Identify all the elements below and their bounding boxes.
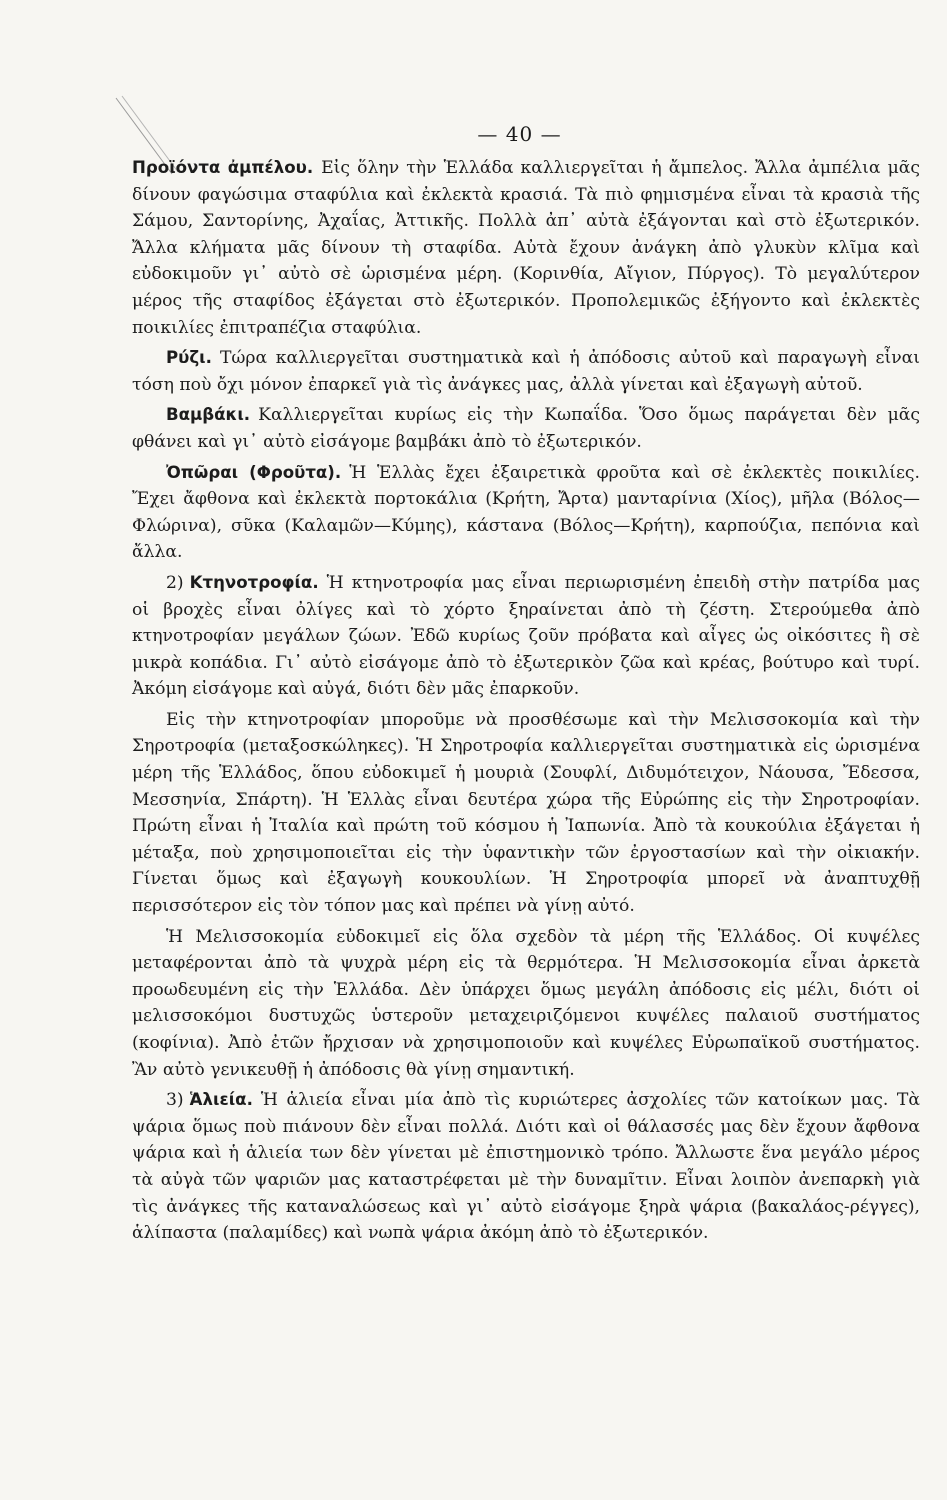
section-heading: Βαμβάκι. [166, 405, 251, 425]
section-proionta [132, 155, 920, 341]
section-text: Ἡ κτηνοτροφία μας εἶναι περιωρισμένη ἐπειδὴ στὴν πατρίδα μας οἱ βροχὲς εἶναι ὀλίγες καὶ τὸ χόρτο ξηραίνεται ἀπὸ τὴ ζέστη. Στερούμεθα ἀπὸ κτηνοτροφίαν μεγάλων ζώων. Ἐδῶ κυρίως ζοῦν πρόβατα καὶ αἶγες ὡς οἰκόσιτες ἢ σὲ μικρὰ κοπάδια. Γι᾽ αὐτὸ εἰσάγομε ἀπὸ τὸ ἐξωτερικὸν ζῶα καὶ κρέας, βούτυρο καὶ τυρί. Ἀκόμη εἰσάγομε καὶ αὐγά, διότι δὲν μᾶς ἐπαρκοῦν. [132, 572, 920, 700]
page-body [132, 155, 920, 1251]
section-number: 3) [166, 1090, 184, 1111]
section-ktinotrofia [132, 570, 920, 703]
paragraph-sirotrofia: Εἰς τὴν κτηνοτροφίαν μποροῦμε νὰ προσθέσωμε καὶ τὴν Μελισσοκομία καὶ τὴν Σηροτροφία (μεταξοσκώληκες). Ἡ Σηροτροφία καλλιεργεῖται συστηματικὰ εἰς ὡρισμένα μέρη τῆς Ἑλλάδος, ὅπου εὐδοκιμεῖ ἡ μουριὰ (Σουφλί, Διδυμότειχον, Νάουσα, Ἔδεσσα, Μεσσηνία, Σπάρτη). Ἡ Ἑλλὰς εἶναι δευτέρα χώρα τῆς Εὐρώπης εἰς τὴν Σηροτροφίαν. Πρώτη εἶναι ἡ Ἰταλία καὶ πρώτη τοῦ κόσμου ἡ Ἰαπωνία. Ἀπὸ τὰ κουκούλια ἐξάγεται ἡ μέταξα, ποὺ χρησιμοποιεῖται εἰς τὴν ὑφαντικὴν τῶν ἐργοστασίων καὶ τὴν οἰκιακήν. Γίνεται ὅμως καὶ ἐξαγωγὴ κουκουλίων. Ἡ Σηροτροφία μπορεῖ νὰ ἀναπτυχθῇ περισσότερον εἰς τὸν τόπον μας καὶ πρέπει νὰ γίνῃ αὐτό. [132, 709, 920, 917]
section-text: Καλλιεργεῖται κυρίως εἰς τὴν Κωπαΐδα. Ὅσο ὅμως παράγεται δὲν μᾶς φθάνει καὶ γι᾽ αὐτὸ εἰσάγομε βαμβάκι ἀπὸ τὸ ἐξωτερικόν. [132, 405, 920, 452]
section-text: Εἰς ὅλην τὴν Ἑλλάδα καλλιεργεῖται ἡ ἄμπελος. Ἄλλα ἀμπέλια μᾶς δίνουν φαγώσιμα σταφύλια καὶ ἐκλεκτὰ κρασιά. Τὰ πιὸ φημισμένα εἶναι τὰ κρασιὰ τῆς Σάμου, Σαντορίνης, Ἀχαΐας, Ἀττικῆς. Πολλὰ ἀπ᾽ αὐτὰ ἐξάγονται καὶ στὸ ἐξωτερικόν. Ἄλλα κλήματα μᾶς δίνουν τὴ σταφίδα. Αὐτὰ ἔχουν ἀνάγκη ἀπὸ γλυκὺν κλῖμα καὶ εὐδοκιμοῦν γι᾽ αὐτὸ σὲ ὡρισμένα μέρη. (Κορινθία, Αἴγιον, Πύργος). Τὸ μεγαλύτερον μέρος τῆς σταφίδος ἐξάγεται στὸ ἐξωτερικόν. Προπολεμικῶς ἐξήγοντο καὶ ἐκλεκτὲς ποικιλίες ἐπιτραπέζια σταφύλια. [132, 158, 920, 338]
section-rizi [132, 345, 920, 398]
section-oporai [132, 460, 920, 566]
section-text: Ἡ ἁλιεία εἶναι μία ἀπὸ τὶς κυριώτερες ἀσχολίες τῶν κατοίκων μας. Τὰ ψάρια ὅμως ποὺ πιάνουν δὲν εἶναι πολλά. Διότι καὶ οἱ θάλασσές μας δὲν ἔχουν ἄφθονα ψάρια καὶ ἡ ἁλιεία των δὲν γίνεται μὲ ἐπιστημονικὸ τρόπο. Ἄλλωστε ἕνα μεγάλο μέρος τὰ αὐγὰ τῶν ψαριῶν μας καταστρέφεται μὲ τὴν δυναμῖτιν. Εἶναι λοιπὸν ἀνεπαρκὴ γιὰ τὶς ἀνάγκες τῆς καταναλώσεως καὶ γι᾽ αὐτὸ εἰσάγομε ξηρὰ ψάρια (βακαλάος-ρέγγες), ἁλίπαστα (παλαμίδες) καὶ νωπὰ ψάρια ἀκόμη ἀπὸ τὸ ἐξωτερικόν. [132, 1090, 920, 1244]
section-alieia [132, 1087, 920, 1247]
section-text: Τώρα καλλιεργεῖται συστηματικὰ καὶ ἡ ἀπόδοσις αὐτοῦ καὶ παραγωγὴ εἶναι τόση ποὺ ὄχι μόνον ἐπαρκεῖ γιὰ τὶς ἀνάγκες μας, ἀλλὰ γίνεται καὶ ἐξαγωγὴ αὐτοῦ. [132, 348, 920, 395]
section-heading: Ὀπῶραι (Φροῦτα). [166, 462, 342, 482]
section-heading: Ρύζι. [166, 348, 212, 368]
section-vamvaki [132, 402, 920, 455]
section-text: Ἡ Ἑλλὰς ἔχει ἐξαιρετικὰ φροῦτα καὶ σὲ ἐκλεκτὲς ποικιλίες. Ἔχει ἄφθονα καὶ ἐκλεκτὰ πορτοκάλια (Κρήτη, Ἄρτα) μανταρίνια (Χίος), μῆλα (Βόλος—Φλώρινα), σῦκα (Καλαμῶν—Κύμης), κάστανα (Βόλος—Κρήτη), καρπούζια, πεπόνια καὶ ἄλλα. [132, 462, 921, 563]
page-number: — 40 — [477, 122, 562, 146]
section-heading: Προϊόντα ἀμπέλου. [132, 158, 314, 177]
paragraph-melissokomia: Ἡ Μελισσοκομία εὐδοκιμεῖ εἰς ὅλα σχεδὸν τὰ μέρη τῆς Ἑλλάδος. Οἱ κυψέλες μεταφέρονται ἀπὸ τὰ ψυχρὰ μέρη εἰς τὰ θερμότερα. Ἡ Μελισσοκομία εἶναι ἀρκετὰ προωδευμένη εἰς τὴν Ἑλλάδα. Δὲν ὑπάρχει ὅμως μεγάλη ἀπόδοσις εἰς μέλι, διότι οἱ μελισσοκόμοι δυστυχῶς ὑστεροῦν μεταχειριζόμενοι κυψέλες παλαιοῦ συστήματος (κοφίνια). Ἀπὸ ἐτῶν ἤρχισαν νὰ χρησιμοποιοῦν καὶ κυψέλες Εὐρωπαϊκοῦ συστήματος. Ἂν αὐτὸ γενικευθῇ ἡ ἀπόδοσις θὰ γίνῃ σημαντική. [132, 926, 920, 1080]
section-heading: Ἁλιεία. [189, 1090, 253, 1110]
section-heading: Κτηνοτροφία. [189, 572, 319, 592]
section-number: 2) [166, 572, 184, 593]
